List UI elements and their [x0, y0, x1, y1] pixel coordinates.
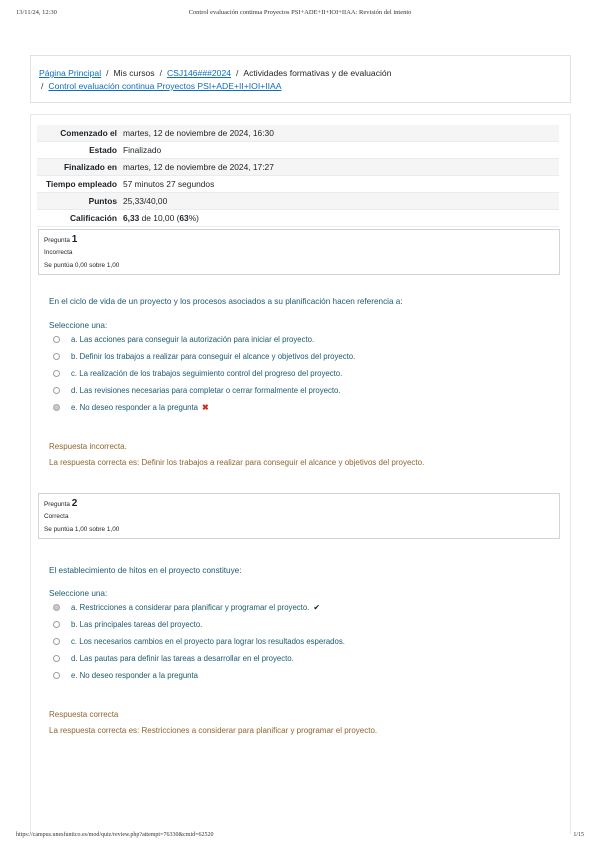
summary-value: Finalizado: [123, 145, 162, 155]
summary-value: martes, 12 de noviembre de 2024, 17:27: [123, 162, 274, 172]
question-number: [44, 498, 554, 509]
answer-option[interactable]: [53, 352, 355, 361]
breadcrumb-activities: Actividades formativas y de evaluación: [243, 68, 392, 78]
summary-row-time: [37, 176, 559, 193]
answer-option[interactable]: [53, 620, 202, 629]
answer-option-label: c. Los necesarios cambios en el proyecto para lograr los resultados esperados.: [71, 637, 345, 646]
radio-button[interactable]: [53, 621, 60, 628]
feedback-state: Respuesta incorrecta.: [49, 442, 127, 451]
feedback-state: Respuesta correcta: [49, 710, 119, 719]
summary-value: martes, 12 de noviembre de 2024, 16:30: [123, 128, 274, 138]
answer-option-label: d. Las revisiones necesarias para completar o cerrar formalmente el proyecto.: [71, 386, 341, 395]
answer-option-selected[interactable]: [53, 403, 209, 412]
question-number-value: 2: [71, 498, 78, 509]
answer-option-label: a. Las acciones para conseguir la autorización para iniciar el proyecto.: [71, 335, 315, 344]
print-page-number: 1/15: [573, 832, 584, 838]
summary-label: Finalizado en: [63, 162, 117, 172]
summary-label: Puntos: [88, 196, 117, 206]
summary-value: 57 minutos 27 segundos: [123, 179, 215, 189]
answer-option[interactable]: [53, 637, 345, 646]
breadcrumb-my-courses: Mis cursos: [113, 68, 155, 78]
summary-label: Comenzado el: [60, 128, 117, 138]
answer-option[interactable]: [53, 671, 198, 680]
summary-row-finished: [37, 159, 559, 176]
radio-button[interactable]: [53, 387, 60, 394]
print-title: Control evaluación continua Proyectos PSI+ADE+II+IOI+IIAA: Revisión del intento: [188, 9, 412, 16]
question-state: Correcta: [44, 513, 69, 520]
feedback-right-answer: La respuesta correcta es: Definir los trabajos a realizar para conseguir el alcance y objetivos del proyecto.: [49, 458, 425, 467]
question-info-box: [38, 493, 560, 539]
answer-option-label: c. La realización de los trabajos seguimiento control del progreso del proyecto.: [71, 369, 343, 378]
question-number: [44, 234, 554, 245]
summary-value: 25,33/40,00: [123, 196, 168, 206]
question-text: El establecimiento de hitos en el proyecto constituye:: [49, 566, 242, 575]
breadcrumb: [30, 55, 571, 103]
summary-grade-value: [123, 210, 559, 226]
summary-label: Estado: [89, 145, 117, 155]
answer-option[interactable]: [53, 335, 314, 344]
question-grade: Se puntúa 1,00 sobre 1,00: [44, 526, 120, 533]
question-word: Pregunta: [44, 237, 70, 244]
print-date: 13/11/24, 12:30: [16, 9, 57, 16]
radio-button[interactable]: [53, 370, 60, 377]
radio-button[interactable]: [53, 638, 60, 645]
feedback-right-answer: La respuesta correcta es: Restricciones a considerar para planificar y programar el proyecto.: [49, 726, 378, 735]
breadcrumb-separator: /: [41, 81, 44, 91]
answer-prompt: Seleccione una:: [49, 589, 108, 598]
breadcrumb-home-link[interactable]: Página Principal: [39, 68, 102, 78]
summary-row-started: [37, 125, 559, 142]
grade-percent: 63: [179, 213, 189, 223]
question-state: Incorrecta: [44, 249, 73, 256]
attempt-summary-table: [37, 125, 559, 227]
question-grade: Se puntúa 0,00 sobre 1,00: [44, 262, 120, 269]
radio-button-checked[interactable]: [53, 404, 60, 411]
radio-button-checked[interactable]: [53, 604, 60, 611]
breadcrumb-separator: /: [236, 68, 239, 78]
grade-end: %): [188, 213, 199, 223]
summary-row-state: [37, 142, 559, 159]
radio-button[interactable]: [53, 655, 60, 662]
summary-row-points: [37, 193, 559, 210]
grade-score: 6,33: [123, 213, 140, 223]
answer-option-label: e. No deseo responder a la pregunta: [71, 403, 199, 412]
cross-icon: ✖: [202, 403, 209, 412]
answer-option-label: e. No deseo responder a la pregunta: [71, 671, 199, 680]
summary-label: Calificación: [69, 213, 117, 223]
answer-option-label: a. Restricciones a considerar para planificar y programar el proyecto.: [71, 603, 310, 612]
answer-option-label: b. Las principales tareas del proyecto.: [71, 620, 203, 629]
question-info-box: [38, 229, 560, 275]
answer-option-label: d. Las pautas para definir las tareas a desarrollar en el proyecto.: [71, 654, 294, 663]
check-icon: ✔: [313, 603, 321, 612]
answer-option-selected[interactable]: [53, 603, 320, 612]
question-number-value: 1: [71, 234, 78, 245]
answer-option[interactable]: [53, 654, 294, 663]
breadcrumb-separator: /: [159, 68, 162, 78]
radio-button[interactable]: [53, 672, 60, 679]
breadcrumb-quiz-link[interactable]: Control evaluación continua Proyectos PSI+ADE+II+IOI+IIAA: [48, 81, 282, 91]
breadcrumb-course-link[interactable]: CSJ146###2024: [166, 68, 231, 78]
summary-label: Tiempo empleado: [45, 179, 117, 189]
radio-button[interactable]: [53, 353, 60, 360]
question-word: Pregunta: [44, 501, 70, 508]
radio-button[interactable]: [53, 336, 60, 343]
print-url: https://campus.unesfuntico.es/mod/quiz/review.php?attempt=76330&cmid=62520: [16, 832, 214, 838]
grade-out-of: de 10,00 (: [139, 213, 180, 223]
answer-option[interactable]: [53, 369, 342, 378]
answer-prompt: Seleccione una:: [49, 321, 108, 330]
summary-row-grade: [37, 210, 559, 227]
question-text: En el ciclo de vida de un proyecto y los procesos asociados a su planificación hacen referencia a:: [49, 297, 403, 306]
answer-option-label: b. Definir los trabajos a realizar para conseguir el alcance y objetivos del proyecto.: [71, 352, 356, 361]
breadcrumb-separator: /: [106, 68, 109, 78]
answer-option[interactable]: [53, 386, 341, 395]
